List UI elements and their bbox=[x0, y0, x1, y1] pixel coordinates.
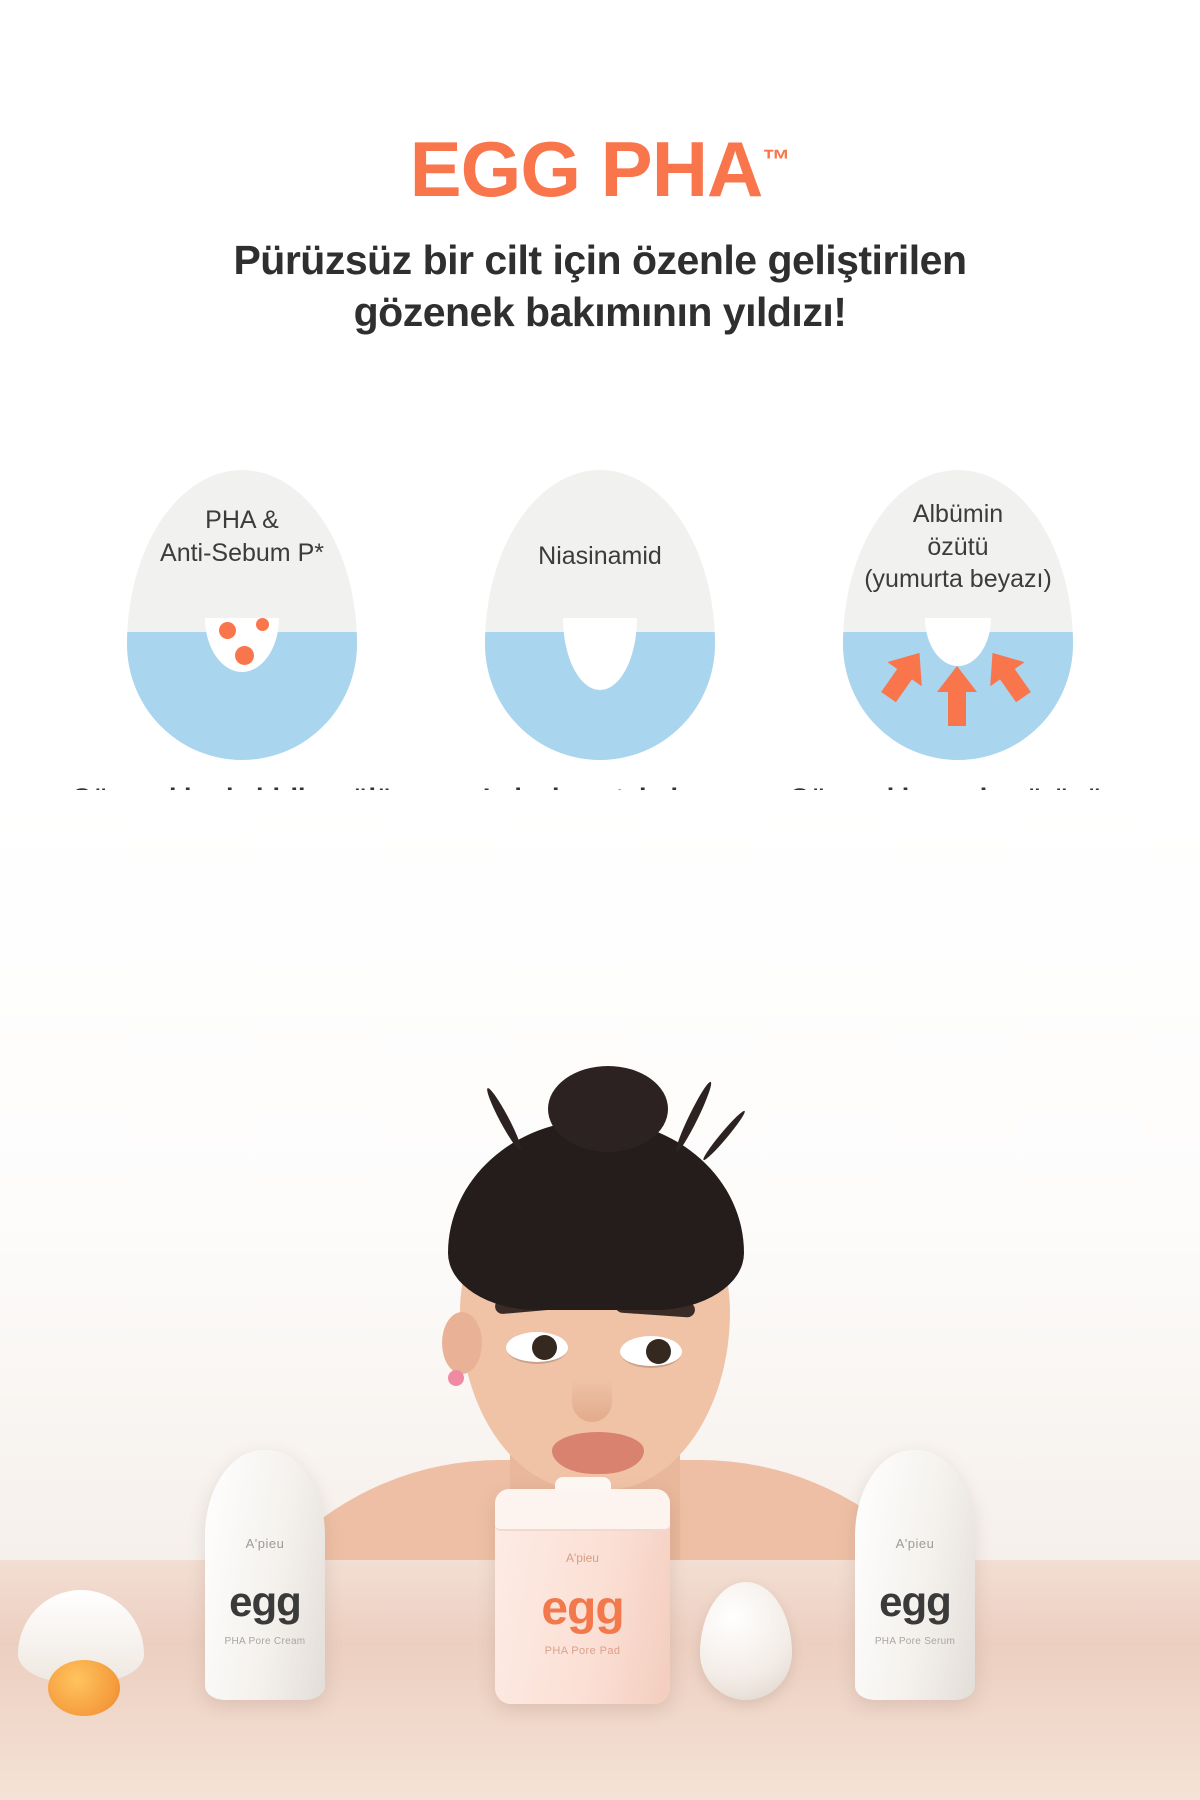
egg-shell-icon bbox=[485, 470, 715, 760]
model-eye-right bbox=[620, 1336, 682, 1368]
egg-label-2-line-1: Niasinamid bbox=[538, 542, 662, 570]
arrow-up-right-icon bbox=[985, 648, 1031, 702]
egg-yolk-icon bbox=[48, 1660, 120, 1716]
model-nose bbox=[572, 1378, 612, 1422]
product-serum-bottle[interactable] bbox=[855, 1450, 975, 1700]
product-desc-label: PHA Pore Pad bbox=[544, 1645, 621, 1657]
arrow-up-icon bbox=[935, 666, 979, 726]
bottle-white-left[interactable] bbox=[205, 1450, 325, 1700]
egg-label-3-line-2: özütü bbox=[927, 532, 989, 561]
hair-wisp bbox=[672, 1080, 714, 1154]
egg-label-3 bbox=[843, 498, 1073, 596]
iris bbox=[532, 1335, 557, 1360]
hair-wisp bbox=[701, 1109, 748, 1163]
product-brand-label: A'pieu bbox=[566, 1551, 599, 1565]
hair-wisp bbox=[484, 1086, 525, 1152]
sebum-dot-icon bbox=[219, 622, 236, 639]
egg-label-1-line-2: Anti-Sebum P* bbox=[160, 538, 324, 567]
iris bbox=[646, 1339, 671, 1364]
egg-label-3-line-1: Albümin bbox=[912, 500, 1004, 528]
page-title bbox=[409, 125, 791, 213]
subtitle-line-1: Pürüzsüz bir cilt için özenle geliştirilen bbox=[233, 237, 967, 283]
egg-label-2 bbox=[485, 540, 715, 573]
product-name-label: egg bbox=[879, 1578, 951, 1625]
tub-lid bbox=[495, 1489, 670, 1531]
model-hair-bun bbox=[548, 1066, 668, 1152]
egg-diagram-2 bbox=[485, 470, 715, 760]
product-desc-label: PHA Pore Serum bbox=[874, 1636, 956, 1647]
egg-diagram-3 bbox=[843, 470, 1073, 760]
subtitle-line-2: gözenek bakımının yıldızı! bbox=[353, 289, 847, 336]
product-pad-tub[interactable] bbox=[495, 1489, 670, 1704]
subtitle bbox=[100, 234, 1100, 339]
product-name-label: egg bbox=[541, 1582, 624, 1635]
earring-icon bbox=[448, 1370, 464, 1386]
egg-diagram-1 bbox=[127, 470, 357, 760]
product-name-label: egg bbox=[229, 1578, 301, 1625]
sebum-dot-icon bbox=[235, 646, 254, 665]
model-lips bbox=[552, 1432, 644, 1474]
egg-label-1 bbox=[127, 504, 357, 569]
product-desc-label: PHA Pore Cream bbox=[224, 1636, 306, 1647]
tub-peach-center[interactable] bbox=[495, 1489, 670, 1704]
egg-label-3-line-3: (yumurta beyazı) bbox=[864, 565, 1052, 593]
product-cream-bottle[interactable] bbox=[205, 1450, 325, 1700]
trademark-symbol: ™ bbox=[762, 144, 791, 175]
product-brand-label: A'pieu bbox=[895, 1536, 935, 1551]
model-ear bbox=[442, 1312, 482, 1374]
product-photo bbox=[0, 790, 1200, 1800]
brand-name: EGG PHA bbox=[409, 125, 763, 213]
bottle-white-right[interactable] bbox=[855, 1450, 975, 1700]
product-brand-label: A'pieu bbox=[245, 1536, 285, 1551]
sebum-dot-icon bbox=[256, 618, 269, 631]
header bbox=[0, 125, 1200, 339]
egg-label-1-line-1: PHA & bbox=[205, 506, 279, 534]
model-eye-left bbox=[506, 1332, 568, 1364]
arrow-up-left-icon bbox=[881, 648, 927, 702]
